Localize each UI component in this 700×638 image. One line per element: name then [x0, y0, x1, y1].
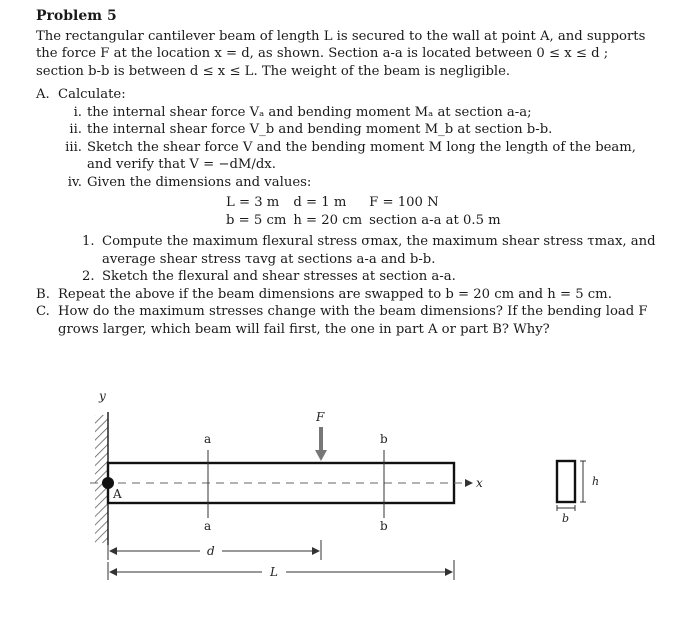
cross-b-label: b [562, 512, 570, 525]
task-2: 2. Sketch the flexural and shear stresses at section a-a. [82, 269, 456, 284]
section-a-bottom: a [204, 519, 212, 533]
y-axis-label: y [99, 389, 106, 403]
force-label: F [316, 410, 325, 424]
x-axis-label: x [476, 476, 483, 490]
cross-h-label: h [592, 475, 600, 488]
part-a-heading: Calculate: [58, 87, 126, 102]
section-b-top: b [380, 432, 388, 446]
item-ii: ii. the internal shear force V_b and bending moment M_b at section b-b. [69, 122, 553, 137]
item-iv: iv. Given the dimensions and values: [67, 174, 312, 190]
given-F: F = 100 N [369, 195, 439, 210]
section-b-bottom: b [380, 519, 388, 533]
section-a-top: a [204, 432, 212, 446]
cross-section [557, 461, 575, 502]
given-h: h = 20 cm [293, 212, 363, 228]
given-d: d = 1 m [293, 195, 347, 210]
force-arrowhead [315, 450, 327, 461]
dim-L-label: L [270, 565, 278, 579]
item-i: i. the internal shear force Vₐ and bending moment Mₐ at section a-a; [73, 104, 532, 120]
problem-title: Problem 5 [36, 8, 117, 24]
given-L: L = 3 m [226, 195, 280, 210]
given-b: b = 5 cm [226, 212, 287, 228]
part-c: C. How do the maximum stresses change with the beam dimensions? If the bending load F grows larger, which beam will fail first, the one in part A or part B? Why? [36, 304, 648, 337]
part-a-label: A. [36, 87, 50, 102]
dim-d-label: d [207, 544, 215, 558]
part-b: B. Repeat the above if the beam dimensions are swapped to b = 20 cm and h = 5 cm. [36, 286, 612, 302]
task-1: 1. Compute the maximum flexural stress σmax, the maximum shear stress τmax, and average shear stress τavg at sections a-a and b-b. [82, 234, 656, 267]
problem-intro: The rectangular cantilever beam of length L is secured to the wall at point A, and supports the force F at the location x = d, as shown. Section a-a is located between 0 ≤ x ≤ d ; section b-b is between d ≤ x ≤ L. The weight of the beam is negligible. [36, 28, 646, 79]
point-a-label: A [113, 487, 122, 501]
given-section: section a-a at 0.5 m [369, 212, 501, 228]
item-iii: iii. Sketch the shear force V and the bending moment M long the length of the beam, and verify that V = −dM/dx. [65, 139, 636, 172]
